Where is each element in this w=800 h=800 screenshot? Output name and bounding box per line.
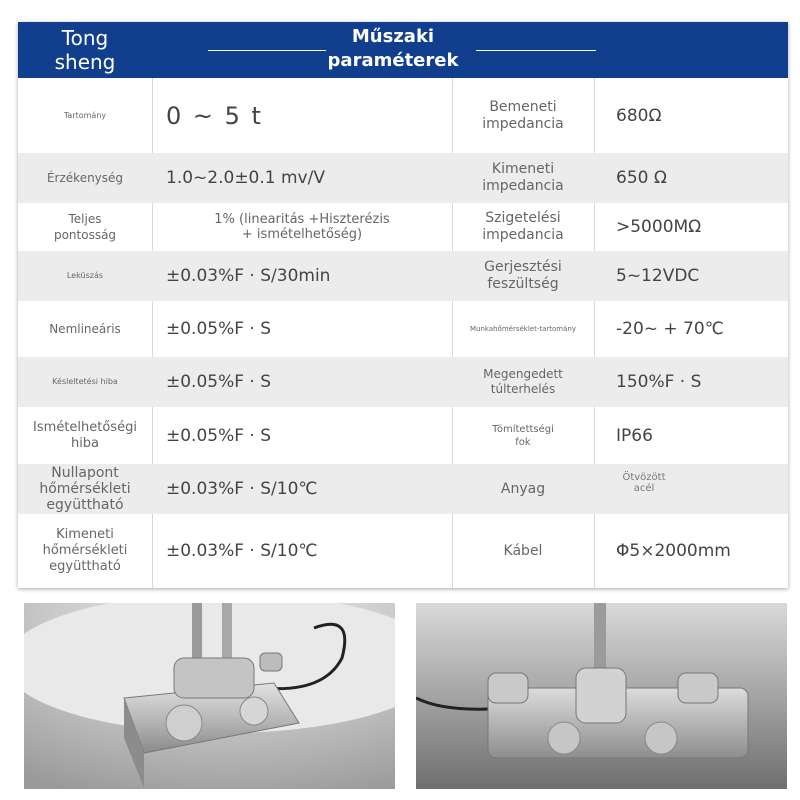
table-row	[18, 301, 788, 357]
label-line: fok	[515, 436, 531, 448]
param-label: Tartomány	[63, 110, 107, 120]
table-row	[18, 78, 788, 153]
spec-panel	[18, 22, 788, 588]
label-line: hőmérsékleti	[39, 481, 131, 497]
label-line: Megengedett	[483, 367, 563, 381]
param-value: ±0.03%F · S/10℃	[166, 479, 318, 499]
label-line: együttható	[46, 497, 124, 513]
label-line: Kimeneti	[491, 161, 555, 177]
label-line: Bemeneti	[489, 98, 557, 115]
param-value: ±0.05%F · S	[166, 372, 272, 392]
table-row	[18, 464, 788, 514]
param-label: Munkahőmérséklet-tartomány	[469, 324, 576, 333]
title-rule-right	[476, 50, 596, 51]
param-value: ±0.05%F · S	[166, 425, 272, 446]
param-label	[452, 78, 594, 153]
param-label	[18, 514, 152, 588]
param-label: Nemlineáris	[49, 322, 121, 336]
param-value: -20~ + 70℃	[616, 319, 724, 339]
param-label: Leküszás	[66, 271, 104, 280]
header-bar	[18, 22, 788, 78]
value-line: 1% (linearitás +Hiszterézis	[214, 212, 390, 227]
table-row	[18, 203, 788, 251]
title-line-2: paraméterek	[327, 50, 459, 71]
table-row	[18, 407, 788, 464]
label-line: Kimeneti	[56, 527, 114, 542]
param-value: 1.0~2.0±0.1 mv/V	[166, 168, 325, 188]
param-label: Kábel	[503, 542, 543, 559]
brand-logo	[30, 26, 140, 74]
label-line: Nullapont	[51, 465, 119, 481]
param-label	[452, 251, 594, 301]
param-value: 5~12VDC	[616, 266, 700, 286]
load-cell-illustration	[24, 603, 395, 789]
param-label: Késleltetési hiba	[52, 377, 118, 386]
label-line: túlterhelés	[490, 382, 556, 396]
param-value	[152, 203, 452, 251]
brand-line-2: sheng	[54, 50, 116, 74]
title-rule-left	[208, 50, 326, 51]
param-value: Φ5×2000mm	[616, 541, 731, 561]
param-label	[18, 407, 152, 464]
param-value: ±0.03%F · S/30min	[166, 266, 331, 286]
param-value: 150%F · S	[616, 372, 702, 392]
label-line: Teljes	[68, 212, 102, 226]
table-row	[18, 251, 788, 301]
param-label	[452, 153, 594, 203]
param-label	[18, 203, 152, 251]
page-title	[318, 25, 468, 73]
label-line: hiba	[70, 435, 100, 451]
label-line: hőmérsékleti	[42, 543, 128, 558]
label-line: Tömítettségi	[492, 423, 554, 435]
param-label	[452, 203, 594, 251]
param-value: IP66	[616, 425, 653, 446]
label-line: impedancia	[482, 178, 564, 194]
param-value: 0 ~ 5 t	[166, 101, 263, 130]
param-label: Anyag	[500, 480, 546, 497]
label-line: impedancia	[482, 227, 564, 243]
param-value: >5000MΩ	[616, 217, 702, 237]
label-line: Ismételhetőségi	[33, 419, 137, 435]
param-value: ±0.05%F · S	[166, 319, 272, 339]
product-photo-left	[24, 603, 395, 789]
label-line: pontosság	[53, 228, 117, 242]
param-label: Érzékenység	[46, 171, 124, 185]
param-value: 680Ω	[616, 105, 662, 126]
value-line: Ötvözött	[622, 472, 666, 483]
label-line: impedancia	[482, 115, 564, 132]
product-photo-right	[416, 603, 787, 789]
param-value: 650 Ω	[616, 168, 667, 188]
value-line: + ismételhetőség)	[241, 227, 363, 242]
label-line: Gerjesztési	[484, 259, 562, 275]
title-line-1: Műszaki	[351, 26, 435, 47]
table-row	[18, 357, 788, 407]
table-row	[18, 514, 788, 588]
label-line: feszültség	[487, 276, 559, 292]
brand-line-1: Tong	[61, 26, 109, 50]
param-label	[18, 464, 152, 514]
value-line: acél	[633, 483, 655, 494]
load-cell-illustration	[416, 603, 787, 789]
param-value: ±0.03%F · S/10℃	[166, 541, 318, 561]
param-label	[452, 357, 594, 407]
param-label	[452, 407, 594, 464]
label-line: együttható	[49, 559, 121, 574]
label-line: Szigetelési	[485, 210, 561, 226]
param-value	[594, 464, 694, 514]
table-row	[18, 153, 788, 203]
